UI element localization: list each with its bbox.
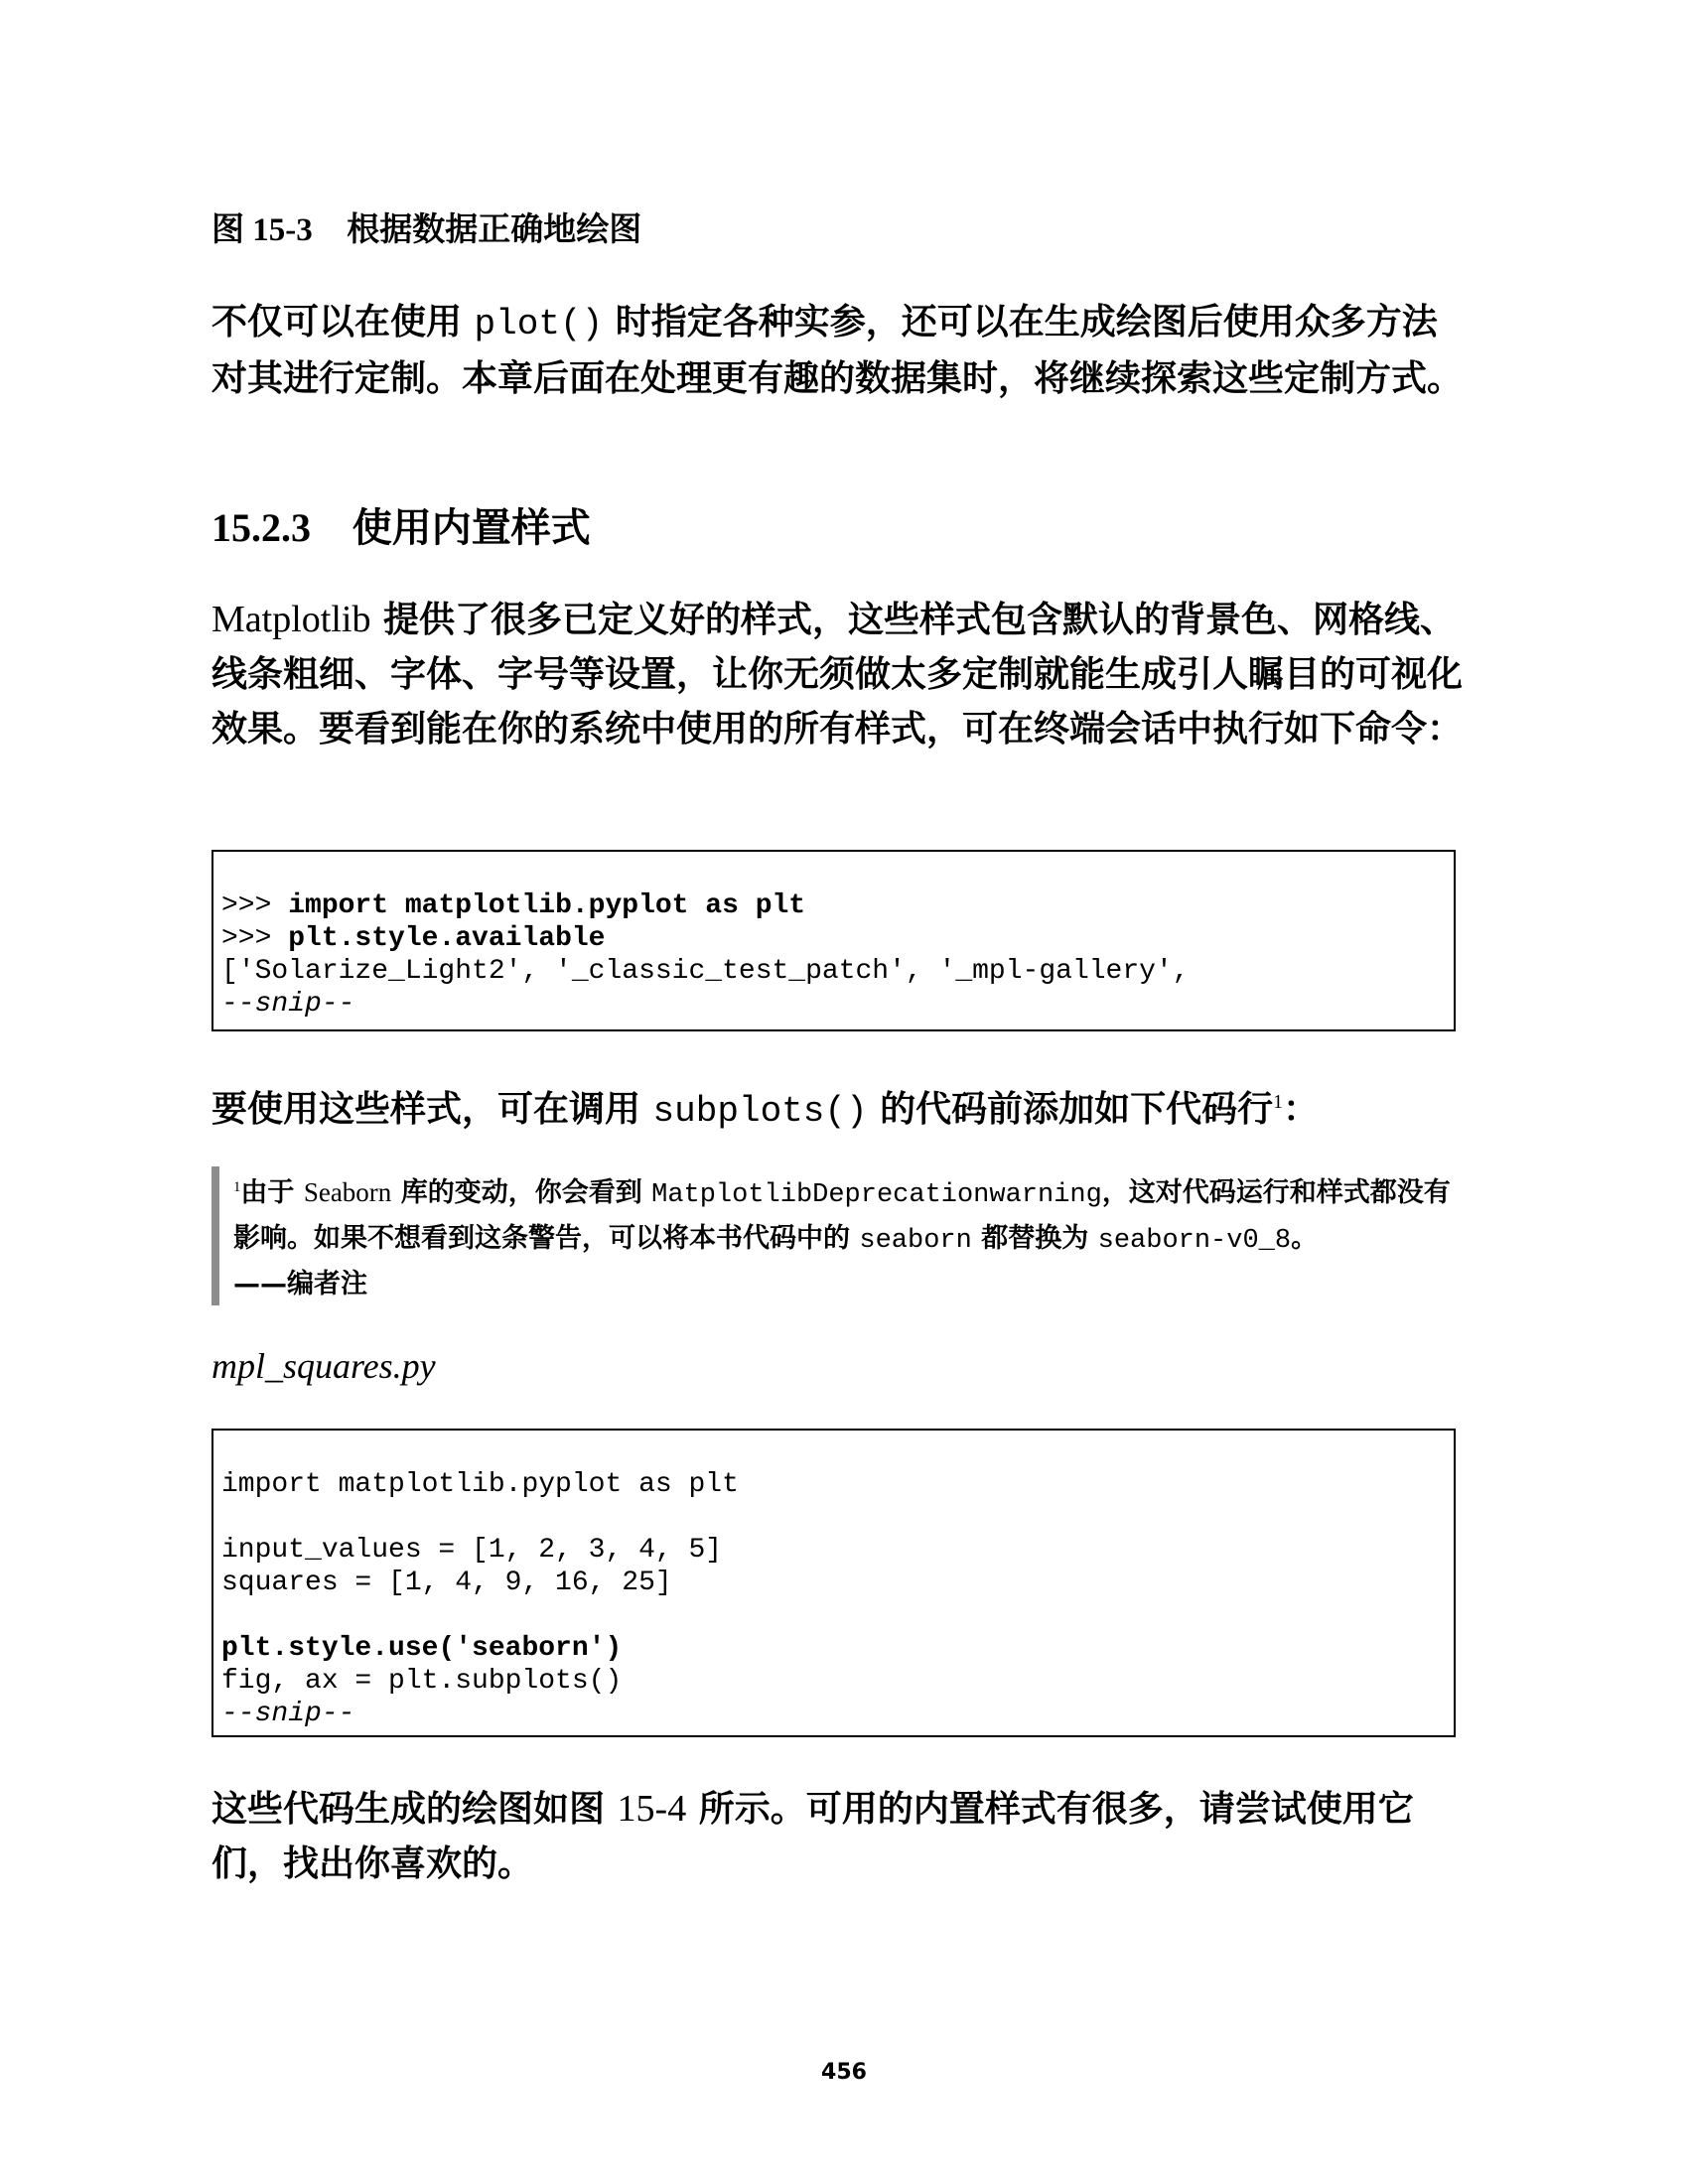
figure-label: 图 15-3 [211,212,313,248]
snip-marker: --snip-- [221,1699,355,1729]
text: ，这对代码运行和样式都没有影响。如果不想看到这条警告，可以将本书代码中的 [233,1177,1451,1254]
editor-note-sign: ——编者注 [233,1269,367,1299]
text: 这些代码生成的绘图如图 [211,1789,618,1830]
matplotlib-term: Matplotlib [211,599,371,640]
prompt: >>> [221,923,289,954]
section-heading [211,496,591,553]
paragraph-styles [211,593,1473,756]
paragraph-result [211,1782,1473,1891]
section-title: 使用内置样式 [352,505,591,551]
text: Seaborn [303,1177,392,1207]
figure-title: 根据数据正确地绘图 [347,209,642,248]
text: 。 [1291,1223,1319,1254]
figure-caption [211,204,641,250]
text: 所示。可用的内置样式有很多，请尝试使用它们，找出你喜欢的。 [211,1789,1414,1884]
code-block-terminal [211,850,1456,1031]
code-line: plt.style.use('seaborn') [221,1633,623,1664]
inline-code: plot() [474,304,604,344]
code-line: import matplotlib.pyplot as plt [221,1469,739,1500]
text: ： [1283,1089,1320,1130]
text: 要使用这些样式，可在调用 [211,1089,653,1130]
code-line: input_values = [1, 2, 3, 4, 5] [221,1535,723,1566]
snip-marker: --snip-- [221,989,355,1020]
page-number: 456 [821,2060,867,2085]
code-line: plt.style.available [288,923,606,954]
inline-code: MatplotlibDeprecationwarning [651,1180,1102,1210]
inline-code: seaborn [859,1226,972,1256]
text: 由于 [240,1177,304,1208]
text: 提供了很多已定义好的样式，这些样式包含默认的背景色、网格线、线条粗细、字体、字号等设置，让你无须做太多定制就能生成引人瞩目的可视化效果。要看到能在你的系统中使用的所有样式，可在终端会话中执行如下命令： [211,600,1464,750]
code-line: squares = [1, 4, 9, 16, 25] [221,1568,672,1598]
inline-code: seaborn-v0_8 [1097,1226,1292,1256]
prompt: >>> [221,890,289,921]
section-number: 15.2.3 [211,505,311,550]
footnote-ref[interactable]: 1 [1273,1091,1284,1113]
paragraph-use-style [211,1075,1473,1139]
code-line: ['Solarize_Light2', '_classic_test_patch', '_mpl-gallery', [221,956,1190,987]
footnote [211,1166,1470,1305]
code-line: import matplotlib.pyplot as plt [288,890,806,921]
footnote-mark: 1 [233,1179,241,1195]
filename: mpl_squares.py [211,1346,436,1386]
code-block-mpl-squares [211,1429,1456,1737]
text: 都替换为 [971,1223,1098,1254]
figure-ref[interactable]: 15-4 [617,1788,687,1830]
text: 库的变动，你会看到 [391,1177,652,1208]
inline-code: subplots() [652,1091,868,1132]
text: 的代码前添加如下代码行 [867,1089,1274,1130]
paragraph-intro [211,295,1473,406]
code-line: fig, ax = plt.subplots() [221,1666,623,1697]
text: 时指定各种实参，还可以在生成绘图后使用众多方法对其进行定制。本章后面在处理更有趣的数据集时，将继续探索这些定制方式。 [211,302,1464,399]
text: 不仅可以在使用 [211,302,475,342]
